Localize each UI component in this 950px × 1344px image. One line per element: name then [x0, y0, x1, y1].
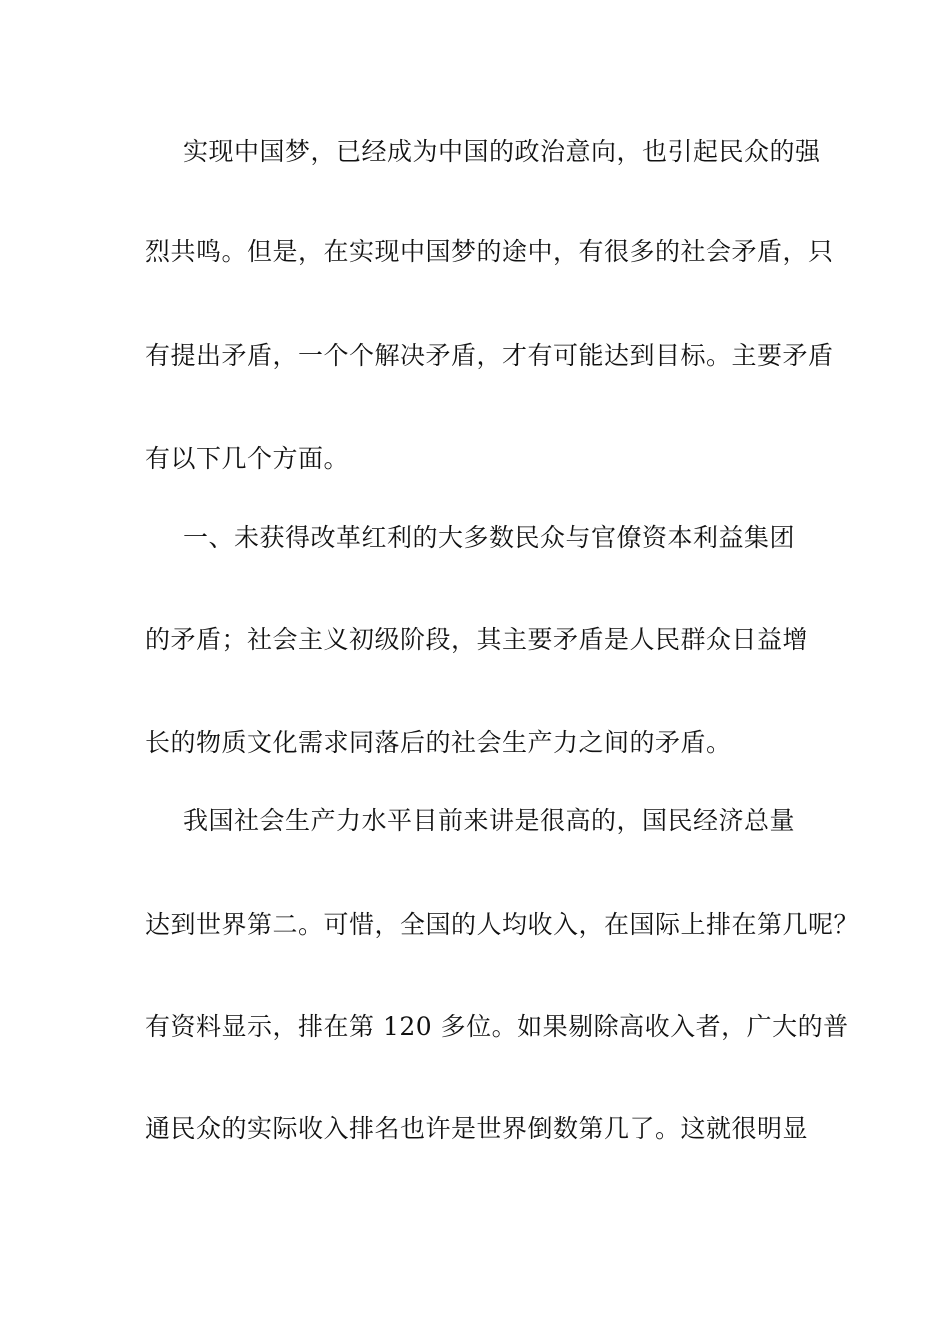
paragraph-line: 我国社会生产力水平目前来讲是很高的，国民经济总量	[183, 806, 796, 835]
paragraph-line: 长的物质文化需求同落后的社会生产力之间的矛盾。	[145, 728, 732, 757]
paragraph-line: 一、未获得改革红利的大多数民众与官僚资本利益集团	[183, 523, 796, 552]
paragraph-line: 有以下几个方面。	[145, 444, 350, 473]
paragraph-line: 有提出矛盾，一个个解决矛盾，才有可能达到目标。主要矛盾	[145, 341, 834, 370]
paragraph-line: 的矛盾；社会主义初级阶段，其主要矛盾是人民群众日益增	[145, 625, 809, 654]
paragraph-line: 有资料显示，排在第 120 多位。如果剔除高收入者，广大的普	[145, 1012, 849, 1041]
paragraph-line: 通民众的实际收入排名也许是世界倒数第几了。这就很明显	[145, 1114, 809, 1143]
paragraph-line: 达到世界第二。可惜，全国的人均收入，在国际上排在第几呢？	[145, 910, 860, 939]
paragraph-line: 烈共鸣。但是，在实现中国梦的途中，有很多的社会矛盾，只	[145, 237, 834, 266]
paragraph-line: 实现中国梦，已经成为中国的政治意向，也引起民众的强	[183, 137, 821, 166]
